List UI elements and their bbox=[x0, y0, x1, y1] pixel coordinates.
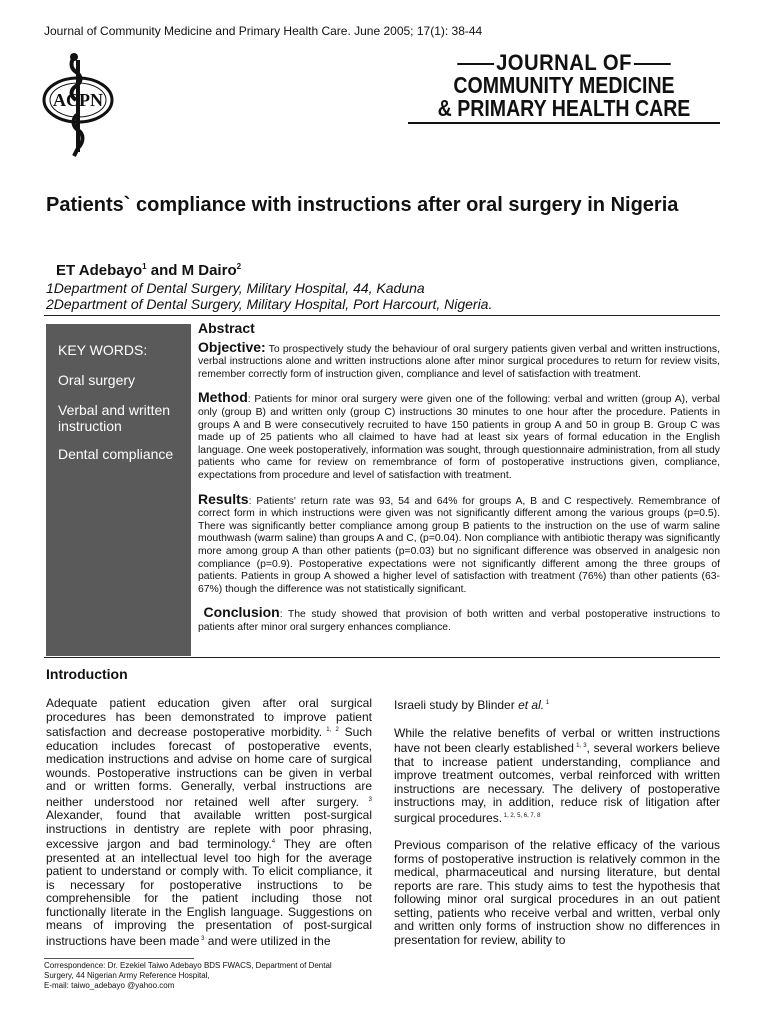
abstract-method: Method: Patients for minor oral surgery were given one of the following: verbal and written (group A), verbal only (group B) and written only (group C) instructions 30 minutes to one hour after the procedure. Patients in groups A and B were consecutively recruited to have 150 patients in group A and 50 in group B. Group C was made up of 25 patients who all claimed to have had at least six years of formal education in the English language. One week postoperatively, information was sought, through questionnaire administration, from all study patients who came for review on remembrance of form of postoperative instructions given, compliance, expectations from procedure and level of satisfaction with treatment. bbox=[198, 389, 720, 481]
masthead-line3: & PRIMARY HEALTH CARE bbox=[437, 95, 691, 121]
author-1: ET Adebayo bbox=[56, 262, 143, 279]
keyword-item: Oral surgery bbox=[58, 372, 136, 388]
keywords-box bbox=[46, 324, 191, 656]
correspondence-footnote: Correspondence: Dr. Ezekiel Taiwo Adebayo BDS FWACS, Department of Dental Surgery, 44 Nigerian Army Reference Hospital, E-mail: taiwo_adebayo @yahoo.com bbox=[44, 961, 332, 990]
acpn-logo bbox=[40, 52, 120, 158]
masthead-line2: COMMUNITY MEDICINE bbox=[453, 72, 675, 98]
logo-text: ACPN bbox=[53, 90, 103, 110]
abstract bbox=[198, 322, 720, 644]
body-column-1 bbox=[46, 697, 372, 962]
introduction-heading: Introduction bbox=[46, 666, 128, 682]
journal-masthead bbox=[408, 52, 720, 120]
abstract-objective: Objective: To prospectively study the behaviour of oral surgery patients given verbal and written instructions, verbal instructions alone and written instructions alone after minor surgical procedures to return for review visits, remember correctly form of instruction given, compliance and level of satisfaction with treatment. bbox=[198, 338, 720, 380]
divider bbox=[44, 657, 720, 658]
divider bbox=[44, 315, 720, 316]
keywords-heading: KEY WORDS: bbox=[58, 342, 148, 358]
journal-citation: Journal of Community Medicine and Primary Health Care. June 2005; 17(1): 38-44 bbox=[44, 24, 483, 38]
affiliation-1: 1Department of Dental Surgery, Military Hospital, 44, Kaduna bbox=[46, 280, 425, 296]
body-column-2 bbox=[394, 697, 720, 961]
author-2: and M Dairo bbox=[146, 262, 237, 279]
masthead-rule bbox=[408, 122, 720, 124]
email-link: E-mail: taiwo_adebayo @yahoo.com bbox=[44, 981, 175, 990]
paragraph: Adequate patient education given after oral surgical procedures has been demonstrated to improve patient satisfaction and decrease postoperative morbidity. $^{1, 2}$ Such education includes forecast of postoperative events, medication instructions and advise on home care of surgical wounds. Postoperative instructions can be given in verbal and or written forms. Generally, verbal instructions are neither understood nor retained well after surgery. $^3$ Alexander, found that available written post-surgical instructions in dentistry are replete with poor phrasing, excessive jargon and bad terminology.$^4$ They are often presented at an intellectual level too high for the average patient to understand or comply with. To elicit compliance, it is necessary for postoperative instructions to be comprehensible for the patient including those not functionally literate in the English language. Suggestions on means of improving the presentation of post-surgical instructions have been made $^3$ and were utilized in the bbox=[46, 696, 372, 948]
paragraph: While the relative benefits of verbal or written instructions have not been clearly established $^{1, 3}$, several workers believe that to increase patient understanding, compliance and improve treatment outcomes, verbal reinforced with written instructions are necessary. The delivery of postoperative instructions may, in addition, reduce risk of litigation after surgical procedures. $^{1, 2, 5, 6, 7, 8}$ bbox=[394, 725, 720, 825]
abstract-results: Results: Patients' return rate was 93, 54 and 64% for groups A, B and C respectively. Remembrance of correct form in which instructions were given was not significantly different among the various groups (p=0.5). There was significantly better compliance among group B patients to the instruction on the use of warm saline mouthwash (warm saline) than groups A and C, (p=0.04). Non compliance with antibiotic therapy was significantly more among group A than other patients (p=0.03) but no significant difference was observed in analgesic non compliance (p=0.9). Postoperative expectations were not significantly different among the three groups of patients. Patients in group A showed a higher level of satisfaction with treatment (76%) than other patients (63-67%) though the difference was not statistically significant. bbox=[198, 490, 720, 595]
caduceus-seal-icon bbox=[40, 52, 120, 158]
abstract-conclusion: Conclusion: The study showed that provision of both written and verbal postoperative instructions to patients after minor oral surgery enhances compliance. bbox=[198, 604, 720, 633]
footnote-rule bbox=[44, 958, 194, 959]
masthead-line1: JOURNAL OF bbox=[496, 50, 632, 75]
paragraph: Previous comparison of the relative efficacy of the various forms of postoperative instruction is relatively common in the medical, pharmaceutical and nursing literature, but dental reports are rare. This study aims to test the hypothesis that following minor oral surgical procedures in an out patient setting, patients who receive verbal and written, verbal only and written only forms of instruction show no differences in presentation for review, ability to bbox=[394, 838, 720, 947]
article-title: Patients` compliance with instructions after oral surgery in Nigeria bbox=[46, 194, 679, 216]
keyword-item: Dental compliance bbox=[58, 446, 174, 462]
keyword-item: Verbal and written instruction bbox=[58, 402, 171, 434]
authors: ET Adebayo$^1$ and M Dairo$^2$ bbox=[56, 262, 242, 279]
affiliation-2: 2Department of Dental Surgery, Military Hospital, Port Harcourt, Nigeria. bbox=[46, 296, 493, 312]
abstract-heading: Abstract bbox=[198, 320, 255, 336]
paragraph: Israeli study by Blinder et al. $^1$ bbox=[394, 698, 550, 712]
